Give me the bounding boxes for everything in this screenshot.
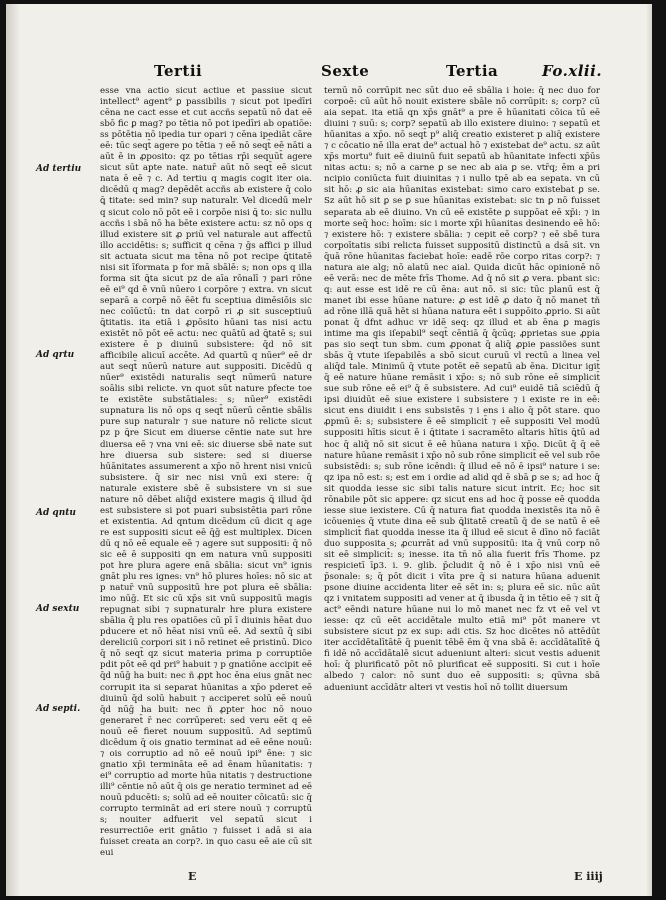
page-spine-shadow: [6, 4, 20, 896]
signature-mark-right: E iiij: [574, 870, 603, 883]
column-text: ternū nō corrūpit nec sūt duo eē sbālia i hoie: q̄ nec duo for corpoē: cū aūt hō nouit existere sbāle nō corrūpit: s; corp? cū aia sepat. ita etiā qn xp̄s gnāt⁹ a pre ē hūanitati cōica tū eē diuini ⁊ suū: s; corp? sepatū ab illo existere diuino: ⁊ sepatū et hūanitas a xp̄o. nō seqt̄ p⁹ aliq̄ creatio existeret p aliq̄ existere ⁊ c cōcatio nē illa erat de⁹ actual hō ⁊ existebat de⁹ actu. sz aūt xp̄s mortu⁹ fuit eē diuinū fuit sepatū ab hūanitate infecti xp̄ūs nitas actu: s; nō a carne ꝑ se nec ab aia ꝑ se. vtr̄q; ēm a pri ncipio coniūcta fuit diuinitas ⁊ i nullo tpē ab ea sepata. vn cū sit hō: ꝓ sic aia hūanitas existebat: simo caro existebat ꝑ se. Sz aūt hō sit ꝑ se ꝑ sue hūanitas existebat: sic tn ꝑ nō fuisset separata ab eē diuino. Vn cū eē existēte ꝑ suppōat eē xp̄i: ⁊ in morte seq̄ hoc: hoīm: sic i morte xp̄i hūanitas desinendo eē hō: ⁊ existere hō: ⁊ existere sbālia: ⁊ cepit eē corp? ⁊ eē sbē tura corpoītatis sibi relicta fuisset suppositū distinctū a dsā sit. vn q̄uā rōne hūanitas faciebat hoīe: eadē rōe corpo ritas corp?: ⁊ natura aie alg; nō alatū nec aial. Quida dicūt hāc opinionē nō eē verā: nec de mēte frīs Thome. Ad q̄ nō sit ꝓ vera. pbant sic: q: aut esse est idē re cū ēna: aut nō. si sic: tūc planū est q̄ manet ibi esse hūane nature: ꝓ est idē ꝓ dato q̄ nō manet tñ ad rōne illā quā hēt si hūana natura eēt i suppōito ꝓprio. Si aūt ponat q̄ dfnt adhuc vr idē seq: qz illud et ab ēna ꝑ magis intime ma gis iſepabil⁹ seqt̄ cēntiā q̄ q̄cūq; ꝓprietas sue ꝓpia pas sio seqt̄ tun sbm. cum ꝓponat q̄ aliq̄ ꝓpie passiões sunt sbās q̄ vtute iſepabilēs a sbō sicut curuū vl rectū a linea vel aliq̄d tale. Minimū q̄ vtute potēt eē sepatū ab ēna. Dicitur igit̄ q̄ eē nature hūane remāsit i xp̄o: s; nō sub rōne eē simplicit̄ sue sub rōne eē ei⁹ q̄ ē subsistere. Ad cui⁹ euidē tiā sciēdū q̄ ipsi diuidūt eē siue existere i subsistere ⁊ i existe re in eē: sicut ens diuidit i ens subsistēs ⁊ i ens i alio q̄ pōt stare. quo ꝓpmū ē: s; subsistere ē eē simplicit̄ ⁊ eē suppositi Vel modū suppositi hītis sicut ē i ꝗ̄titate i sacramēto altaris hītis ꝗ̄tū ad hoc q̄ aliq̄ nō sit sicut ē eē hūana natura i xp̄o. Dicūt q̄ q̄ eē nature hūane remāsit i xp̄o nō sub rōne simplicit̄ eē vel sub rōe subsistēdi: s; sub rōne icēndi: q̄ illud eē nō ē ipsi⁹ nature i se: qz ipa nō est: s; est em i ordie ad alid qd ē sbā ꝑ se s; ad hoc q̄ sit quodda iesse sic sibi talis nature sicut intrit. Ec; hoc sit rōnabile pōt sic appere: qz sicut ens ad hoc q̄ posse eē quodda iesse siue iexistere. Cū q̄ natura fiat quodda inexistēs ita nō ē icōuenies q̄ vtute dina eē sub ꝗ̄litatē creatū q̄ de se natū ē eē simplicit̄ fiat quodda inesse ita q̄ illud eē sicut ē dīno nō faciāt duo supposita s; ꝓcurrāt ad vnū suppositū: ita q̄ vnū corp nō sit eē simplicit̄: s; inesse. ita tn̄ nō alia fuerit frīs Thome. pz respicietī īꝑ3. i. 9. glib. p̄cludit q̄ nō ē i xp̄o nisi vnū eē p̄sonale: s; q̄ pōt dicit i vīta pre q̄ si natura hūana aduenit psone diuine accidenta liter eē sēt in: s; plura eē sic. nūc aūt qz i vnitatem suppositi ad vener at q̄ ibusda q̄ in tētio eē ⁊ sit q̄ act⁹ eēndi nature hūane nui lo mō manet nec fz vt eē vel vt iesse: qz cū eēt accidētale multo etiā mi⁹ pōt manere vt subsistere sicut pz ex sup: adi ctis. Sz hoc dicētes nō attēdūt iter accīdētalītātē q̄ puenit tēbē ēm q̄ vna sbā ē: accīdātalītē ꝗ̄ fi idē nō accīdātalē sicut adueniunt alteri: sicut vestis aduenit hoī: q̄ plurificatō pōt nō plurificat eē suppositi. Si cut i hoīe albedo ⁊ calor: nō sunt duo eē suppositi: s; qūvna sbā adueniunt accīdātr alteri vt vestis hoī nō tollit diuersum: [324, 86, 600, 693]
running-head-word-3: Tertia: [446, 62, 499, 80]
text-column-right: [324, 86, 600, 694]
margin-note: Ad sextu: [36, 604, 80, 614]
running-head-word-2: Sexte: [321, 62, 370, 80]
folio-number: Fo.xlii.: [542, 62, 603, 80]
margin-note: Ad tertiu: [36, 164, 82, 174]
text-column-left: [100, 86, 312, 859]
signature-mark-left: E: [188, 870, 197, 883]
running-head-word-1: Tertii: [154, 62, 203, 80]
margin-note: Ad septi.: [36, 704, 81, 714]
page-edge-shadow: [646, 4, 652, 896]
margin-note: Ad qrtu: [36, 350, 75, 360]
column-text: esse vna actio sicut actiue et passiue sicut intellect⁹ agent⁹ ꝑ passibilis ⁊ sicut pot ipedīri cēna ne cact esse et cut accñs sepatū nō dat eē sbō fic ꝑ mag? po tētia nō pot ipedīri ab opatiōe: ss pōtētia nō ipedia tur opari ⁊ cēna ipediāt cāre eē: tūc seqt̄ agere po tētia ⁊ eē nō seqt̄ eē nāti a aūt ē in ꝓposito: qz po tētias rp̄i sequūt̄ agere sicut sūt apte nate. natur̄ aūt nō seqt̄ eē sicut nata ē eē ⁊ c. Ad tertiu q magis cogit iter oia. dicēdū q mag? depēdēt accñs ab existere q̄ colo ꝗ̄ titate: sed min? sup naturalr. Vel dicedū melr q sicut colo nō pōt eē i corpōe nisi ꝗ̄ to: sic nullu accñs i sbā nō ha bēte existere actu: sz nō ops q illud existere sit ꝓ priū vel naturale aut affectū illo accidētis: s; sufficit q cēna ⁊ ḡs affici p illud sit actuata sicut ma tēna nō pot recipe ꝗ̄titatē nisi sit īformata p for mā sbālē: s; non ops q illa forma sit ꝗ̄ta sicut pz de aīa rōnalī ⁊ pari rōne eē ei⁹ qd ē vnū nūero i corpōre ⁊ extra. vn sicut separā a corpē nō ēēt fu sceptiua dimēsiōis sic nec coīūctū: tn dat corpō ri ꝓ sit susceptiuū ꝗ̄titatis. ita etiā i ꝓpōsito hūani tas nisi actu existēt nō pōt eē actu: nec quātū ad ꝗ̄tatē s; sui existere ē p diuinū subsistere: q̄d nō sit afficibile alicuī accēte. Ad quartū q nūer⁹ eē dr aut seqt̄ nūerū nature aut suppositi. Dicēdū q nūer⁹ existēdi naturalis seqt̄ nūmerū nature soālis sibi relicte. vn quot sūt nature pfecte toe te existēte substātiales: s; nūer⁹ existēdi supnatura lis nō ops q seqt̄ nūerū cēntie sbālis pure sup naturalr ⁊ sue nature nō relicte sicut pz p ꝗ̄re Sicut em diuerse cēntie nate sut hre diuersa eē ⁊ vna vni eē: sic diuerse sbē nate sut hre diuersa sub sistere: sed si diuerse hūānitates assumerent a xp̄o nō hrent nisi vnicū subsistere. q̄ sir nec nisi vnū exi stere: q̄ naturale existere sbē ē subsistere vn si sue nature nō dēbet aliq̄d existere magis ꝗ̄ illud q̄d est subsistere si pot puari subsistētia pari rōne et existentia. Ad qntum dicēdum cū dicit q age re est suppositi sicut eē q̄ḡ est multiplex. Dicen dū q nō eē equale eē ⁊ agere sut suppositi: q̄ nō sic eē ē suppositi qn em natura vnū suppositi pot hre plura agere enā sbālia: sicut vn⁹ ignis gnāt plu res ignes: vn⁹ hō plures hoīes: nō sic at p natur̄ vnū suppositū hre pot plura eē sbālia: imo nūḡ. Et sic cū xp̄s sit vnū suppositū magis repugnat sibi ⁊ supnaturalr hre plura existere sbālia q̄ plu res opatiōes cū pī ī diuinis hēat duo pducere et nō hēat nisi vnū eē. Ad sextū q̄ sibi dereliciū corpori sit i nō retinet eē pristinū. Dico q̄ nō seqt̄ qz sicut materia prima p corruptiōe pdit pōt eē qd pri⁹ habuit ⁊ p gnatiōne accipit eē q̄d nūḡ ha buit: nec ñ ꝓpt hoc ēna eius gnāt nec corrupit ita si separat hūanitas a xp̄o pderet eē diuinū q̄d solū habuit ⁊ acciperet solū eē nouū q̄d nūḡ ha buit: nec ñ ꝓpter hoc nō nouo generaret̄ r̄ nec corrūperet: sed veru eēt q eē nouū eē fieret nouum suppositū. Ad septimū dicēdum q̄ ois gnatio terminat ad eē eēne nouū: ⁊ ois corruptio ad nō eē nouū ipi⁹ ēne: ⁊ sic gnatio xp̄i termināta eē ad ēnam hūanitatis: ⁊ ei⁹ corruptio ad morte hūa nitatis ⁊ destructione illi⁹ cēntie nō aūt q̄ ois ge neratio terminet ad eē nouū pducēti: s; solū ad eē nouiter cōicatū: sic q̄ corrupto termināt ad eri stere nouū ⁊ corruptū s; nouiter adfuerit vel sepatū sicut i resurrectiōe erit gnātio ⁊ fuisset i adā si aia fuisset creata an corp?. in quo casu eē aie cū sit eui: [100, 86, 312, 859]
margin-note: Ad qntu: [36, 508, 76, 518]
book-page: [6, 4, 652, 896]
